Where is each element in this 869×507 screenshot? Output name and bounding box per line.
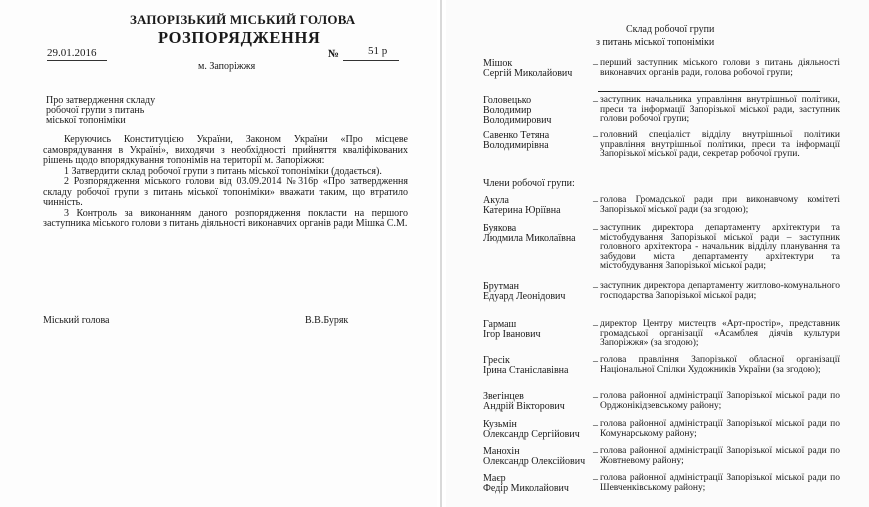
subject-line: робочої групи з питань bbox=[46, 105, 145, 116]
member-given-name: Ігор Іванович bbox=[483, 329, 541, 340]
member-role: голова районної адміністрації Запорізької міської ради по Комунарському району; bbox=[600, 419, 840, 439]
member-surname: Гармаш bbox=[483, 319, 517, 330]
member-role: голова правління Запорізької обласної організації Національної Спілки Художників України (за згодою); bbox=[600, 355, 840, 375]
dash: – bbox=[593, 447, 598, 458]
authority-heading: ЗАПОРІЗЬКИЙ МІСЬКИЙ ГОЛОВА bbox=[130, 12, 356, 27]
member-role: голова районної адміністрації Запорізької міської ради по Шевченківському району; bbox=[600, 473, 840, 493]
signature-name: В.В.Буряк bbox=[305, 315, 349, 326]
member-role: директор Центру мистецтв «Арт-простір», представник громадської організації «Асамблея діячів культури Запоріжжя» (за згодою); bbox=[600, 319, 840, 349]
dash: – bbox=[593, 131, 598, 142]
number-underline bbox=[343, 60, 399, 61]
member-given-name: Катерина Юріївна bbox=[483, 205, 561, 216]
member-role: голова районної адміністрації Запорізької міської ради по Жовтневому району; bbox=[600, 446, 840, 466]
member-surname: Брутман bbox=[483, 281, 520, 292]
signature-title: Міський голова bbox=[43, 315, 110, 326]
body-paragraph: Керуючись Конституцією України, Законом України «Про місцеве самоврядування в Україні», виходячи з необхідності прийняття кваліфікованих рішень щодо впорядкування топонімів на території м. Запоріжжя: bbox=[43, 134, 408, 166]
order-city: м. Запоріжжя bbox=[198, 61, 256, 72]
dash: – bbox=[593, 474, 598, 485]
member-role: голова районної адміністрації Запорізької міської ради по Орджонікідзевському району; bbox=[600, 391, 840, 411]
dash: – bbox=[593, 420, 598, 431]
member-given-name: Едуард Леонідович bbox=[483, 291, 566, 302]
number-sign: № bbox=[328, 48, 340, 60]
annex-subtitle: з питань міської топоніміки bbox=[596, 37, 715, 48]
dash: – bbox=[593, 320, 598, 331]
order-date: 29.01.2016 bbox=[47, 47, 97, 59]
body-paragraph: 3 Контроль за виконанням даного розпорядження покласти на першого заступника міського голови з питань діяльності виконавчих органів ради Мішка С.М. bbox=[43, 207, 408, 229]
annex-title: Склад робочої групи bbox=[626, 24, 715, 35]
member-given-name: Людмила Миколаївна bbox=[483, 233, 576, 244]
member-role: перший заступник міського голови з питань діяльності виконавчих органів ради, голова робочої групи; bbox=[600, 58, 840, 78]
dash: – bbox=[593, 96, 598, 107]
body-paragraph: 2 Розпорядження міського голови від 03.09.2014 №316р «Про затвердження складу робочої групи з питань міської топоніміки» вважати таким, що втратило чинність. bbox=[43, 176, 408, 208]
member-surname: Савенко Тетяна bbox=[483, 130, 550, 141]
member-given-name: Андрій Вікторович bbox=[483, 401, 565, 412]
order-body bbox=[43, 135, 408, 230]
member-given-name: Ірина Станіславівна bbox=[483, 365, 569, 376]
member-role: заступник директора департаменту архітектури та містобудування Запорізької міської ради – заступник головного архітектора - начальник відділу планування та забудови міста департаменту архітектури та містобудування Запорізької міської ради; bbox=[600, 223, 840, 272]
dash: – bbox=[593, 59, 598, 70]
order-number: 51 р bbox=[368, 45, 388, 57]
member-patronymic: Володимирович bbox=[483, 115, 552, 126]
dash: – bbox=[593, 224, 598, 235]
member-given-name: Федір Миколайович bbox=[483, 483, 569, 494]
member-surname: Акула bbox=[483, 195, 509, 206]
date-underline bbox=[47, 60, 107, 61]
member-given-name: Олександр Олексійович bbox=[483, 456, 586, 467]
dash: – bbox=[593, 282, 598, 293]
member-surname: Гресік bbox=[483, 355, 510, 366]
member-surname: Маєр bbox=[483, 473, 506, 484]
dash: – bbox=[593, 196, 598, 207]
member-given-name: Сергій Миколайович bbox=[483, 68, 573, 79]
member-surname: Кузьмін bbox=[483, 419, 517, 430]
subject-line: Про затвердження складу bbox=[46, 95, 156, 106]
member-role: заступник начальника управління внутрішньої політики, преси та інформації Запорізької міської ради, заступник голови робочої групи; bbox=[600, 95, 840, 125]
dash: – bbox=[593, 356, 598, 367]
member-surname: Буякова bbox=[483, 223, 517, 234]
member-surname: Звегінцев bbox=[483, 391, 524, 402]
dash: – bbox=[593, 392, 598, 403]
member-surname: Манохін bbox=[483, 446, 520, 457]
document-type-heading: РОЗПОРЯДЖЕННЯ bbox=[158, 28, 321, 47]
member-role: заступник директора департаменту житлово-комунального господарства Запорізької міської ради; bbox=[600, 281, 840, 301]
member-surname: Мішок bbox=[483, 58, 513, 69]
members-label: Члени робочої групи: bbox=[483, 178, 575, 189]
role-separator bbox=[598, 91, 820, 92]
member-given-name: Олександр Сергійович bbox=[483, 429, 580, 440]
member-given-name: Володимир bbox=[483, 105, 532, 116]
body-paragraph: 1 Затвердити склад робочої групи з питань міської топоніміки (додається). bbox=[64, 165, 382, 177]
subject-line: міської топоніміки bbox=[46, 115, 126, 126]
member-role: голова Громадської ради при виконавчому комітеті Запорізької міської ради (за згодою); bbox=[600, 195, 840, 215]
page-divider bbox=[440, 0, 442, 507]
member-surname: Головецько bbox=[483, 95, 532, 106]
member-given-name: Володимирівна bbox=[483, 140, 549, 151]
member-role: головний спеціаліст відділу внутрішньої політики управління внутрішньої політики, преси та інформації Запорізької міської ради, секретар робочої групи. bbox=[600, 130, 840, 160]
